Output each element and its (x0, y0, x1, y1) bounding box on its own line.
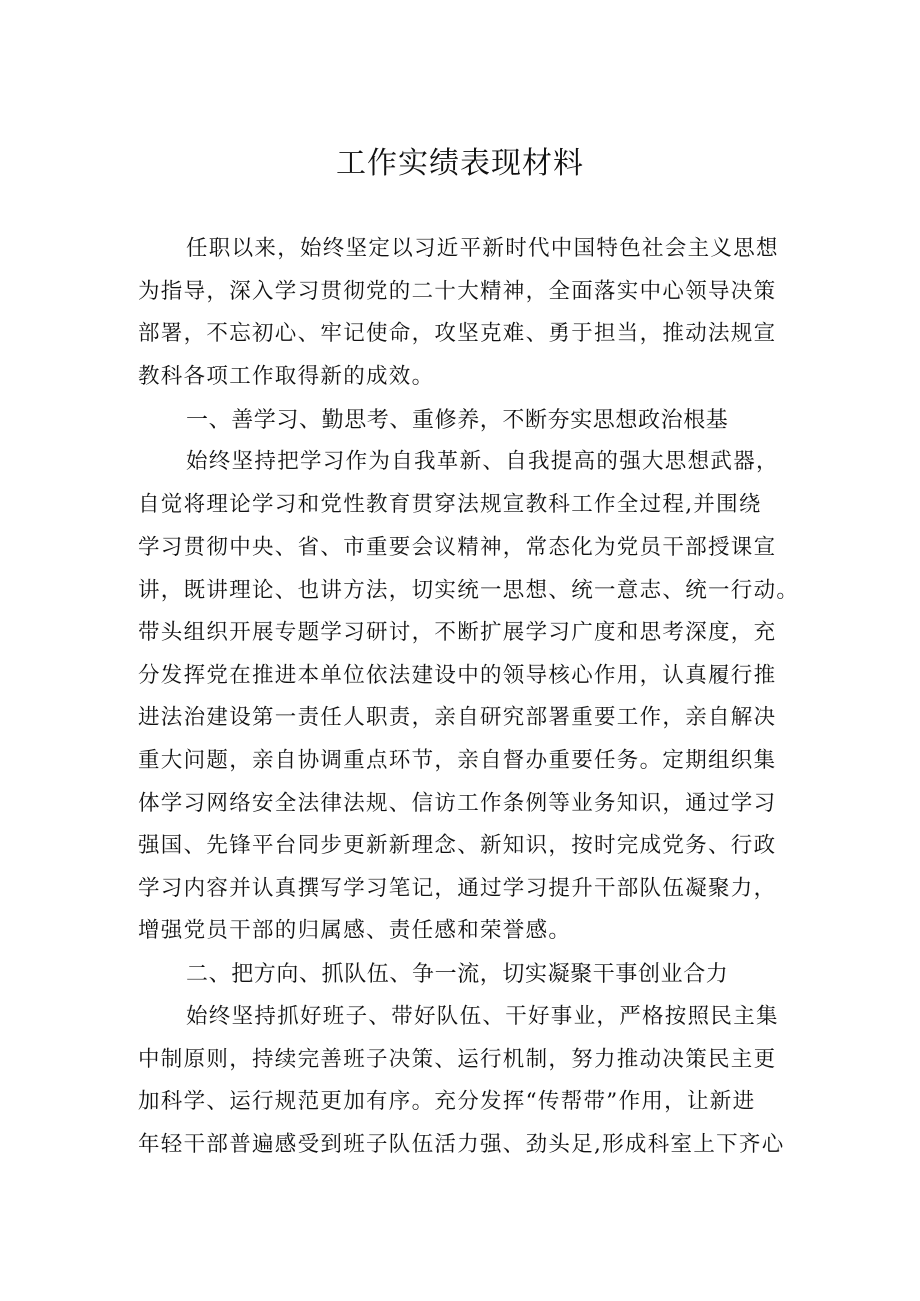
section1-line: 重大问题，亲自协调重点环节，亲自督办重要任务。定期组织集 (138, 748, 777, 773)
section1-line: 带头组织开展专题学习研讨，不断扩展学习广度和思考深度，充 (138, 620, 777, 645)
intro-line: 任职以来，始终坚定以习近平新时代中国特色社会主义思想 (186, 236, 779, 261)
section-heading-2: 二、把方向、抓队伍、争一流，切实凝聚干事创业合力 (186, 962, 729, 987)
intro-line: 部署，不忘初心、牢记使命，攻坚克难、勇于担当，推动法规宣 (138, 321, 777, 346)
section1-line: 进法治建设第一责任人职责，亲自研究部署重要工作，亲自解决 (138, 705, 777, 730)
document-title: 工作实绩表现材料 (336, 146, 584, 181)
section1-line: 学习贯彻中央、省、市重要会议精神，常态化为党员干部授课宣 (138, 535, 777, 560)
section1-line: 强国、先锋平台同步更新新理念、新知识，按时完成党务、行政 (138, 833, 777, 858)
section1-line: 讲，既讲理论、也讲方法，切实统一思想、统一意志、统一行动。 (138, 578, 800, 603)
section1-line: 分发挥党在推进本单位依法建设中的领导核心作用，认真履行推 (138, 663, 777, 688)
section2-line: 中制原则，持续完善班子决策、运行机制，努力推动决策民主更 (138, 1047, 777, 1072)
section-heading-1: 一、善学习、勤思考、重修养，不断夯实思想政治根基 (186, 408, 729, 433)
section1-line: 增强党员干部的归属感、责任感和荣誉感。 (138, 918, 572, 943)
section1-line: 体学习网络安全法律法规、信访工作条例等业务知识，通过学习 (138, 791, 777, 816)
section2-line: 加科学、运行规范更加有序。充分发挥“传帮带”作用，让新进 (138, 1089, 756, 1114)
section1-line: 自觉将理论学习和党性教育贯穿法规宣教科工作全过程,并围绕 (138, 492, 762, 517)
section2-line: 始终坚持抓好班子、带好队伍、干好事业，严格按照民主集 (186, 1004, 779, 1029)
section1-line: 始终坚持把学习作为自我革新、自我提高的强大思想武器， (186, 449, 779, 474)
section2-line: 年轻干部普遍感受到班子队伍活力强、劲头足,形成科室上下齐心 (138, 1132, 785, 1157)
intro-line: 为指导，深入学习贯彻党的二十大精神，全面落实中心领导决策 (138, 279, 777, 304)
intro-line: 教科各项工作取得新的成效。 (138, 364, 435, 389)
section1-line: 学习内容并认真撰写学习笔记，通过学习提升干部队伍凝聚力， (138, 876, 777, 901)
